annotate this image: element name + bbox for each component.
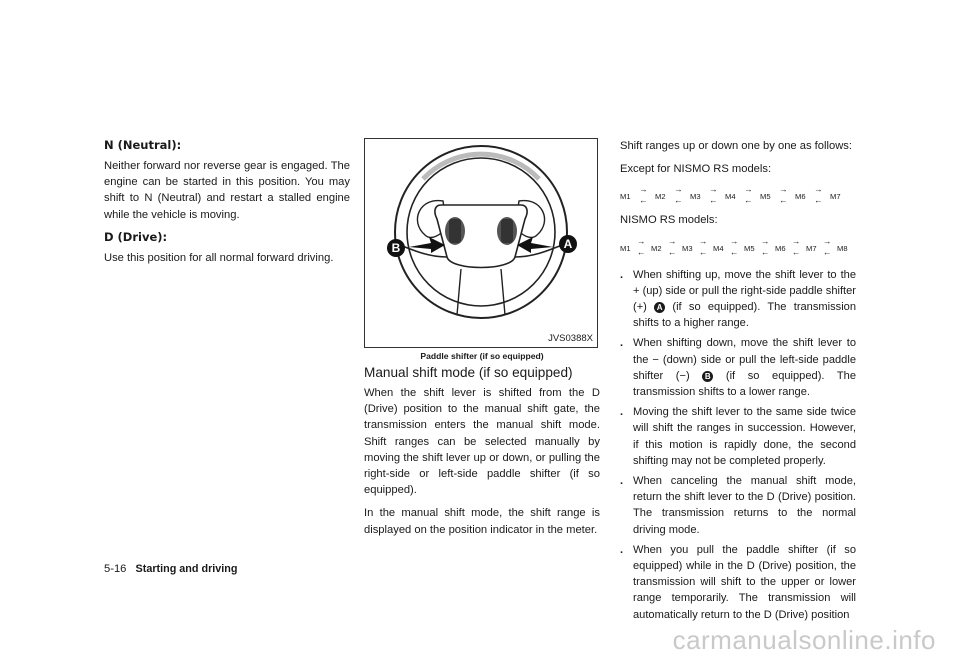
gear-label-m3: M3 xyxy=(682,243,693,253)
shift-up-arrow: → xyxy=(668,235,677,246)
gear-label-m8: M8 xyxy=(837,243,848,253)
list-item xyxy=(620,335,856,400)
gear-label-m2: M2 xyxy=(651,243,662,253)
except-label: Except for NISMO RS models: xyxy=(620,163,772,176)
shift-up-arrow: → xyxy=(814,184,823,195)
shift-down-arrow: ← xyxy=(823,246,832,257)
gear-label-m2: M2 xyxy=(655,192,666,202)
bullet-1-text-b: (if so equipped). The transmission shifts to a higher range. xyxy=(633,301,857,330)
paddle-shifter-figure xyxy=(364,138,598,348)
gear-label-m1: M1 xyxy=(620,243,631,253)
gear-label-m5: M5 xyxy=(744,243,755,253)
shift-down-arrow: ← xyxy=(699,246,708,257)
bullet-4-text: When canceling the manual shift mode, return the shift lever to the D (Drive) position. The transmission returns to the normal driving mode. xyxy=(633,475,856,536)
bullet: . xyxy=(620,268,624,281)
gear-label-m1: M1 xyxy=(620,192,631,202)
bullet-5-text: When you pull the paddle shifter (if so equipped) while in the D (Drive) position, the transmission will shift to the upper or lower range temporarily. The transmission will automatically return to the D (Drive) position xyxy=(633,543,856,621)
shift-down-arrow: ← xyxy=(779,195,788,206)
bullet-3-text: Moving the shift lever to the same side twice will shift the ranges in succession. However, if this motion is rapidly done, the second shifting may not be completed properly. xyxy=(633,406,856,467)
label-b-badge: B xyxy=(702,371,713,382)
label-a: A xyxy=(563,237,573,251)
bullet-2-text-a: When shifting down, move the shift lever to the − (down) side or pull the left-side paddle shifter (−) xyxy=(633,337,856,382)
shift-up-arrow: → xyxy=(779,184,788,195)
gear-label-m5: M5 xyxy=(760,192,771,202)
left-column xyxy=(104,138,350,273)
shift-down-arrow: ← xyxy=(744,195,753,206)
gear-sequence-standard xyxy=(620,181,856,205)
section-title: Manual shift mode (if so equipped) xyxy=(364,365,573,380)
gear-label-m4: M4 xyxy=(725,192,736,202)
figure-caption: Paddle shifter (if so equipped) xyxy=(420,351,544,361)
gear-label-m7: M7 xyxy=(830,192,841,202)
shift-up-arrow: → xyxy=(730,235,739,246)
list-item xyxy=(620,267,856,332)
shift-up-arrow: → xyxy=(674,184,683,195)
gear-label-m3: M3 xyxy=(690,192,701,202)
middle-column xyxy=(364,138,600,545)
gear-label-m4: M4 xyxy=(713,243,724,253)
shift-intro: Shift ranges up or down one by one as follows: xyxy=(620,140,852,152)
bullet-1-text-a: When shifting up, move the shift lever to the + (up) side or pull the right-side paddle shifter (+) xyxy=(633,268,856,314)
shift-down-arrow: ← xyxy=(668,246,677,257)
shift-up-arrow: → xyxy=(639,184,648,195)
shift-up-arrow: → xyxy=(761,235,770,246)
shift-up-arrow: → xyxy=(792,235,801,246)
drive-heading: D (Drive): xyxy=(104,229,168,244)
page-number: 5-16 xyxy=(104,563,127,575)
page-footer xyxy=(104,563,238,575)
shift-down-arrow: ← xyxy=(792,246,801,257)
shift-down-arrow: ← xyxy=(730,246,739,257)
drive-text: Use this position for all normal forward driving. xyxy=(104,251,334,264)
bullet-2-text-b: (if so equipped). The transmission shifts to a lower range. xyxy=(633,369,856,399)
shift-up-arrow: → xyxy=(699,235,708,246)
bullet: . xyxy=(620,543,624,556)
right-column xyxy=(620,138,856,627)
chapter-title: Starting and driving xyxy=(135,563,238,575)
gear-label-m7: M7 xyxy=(806,243,817,253)
watermark: carmanualsonline.info xyxy=(672,625,936,655)
gear-label-m6: M6 xyxy=(795,192,806,202)
shift-down-arrow: ← xyxy=(674,195,683,206)
bullet: . xyxy=(620,475,624,488)
shift-up-arrow: → xyxy=(637,235,646,246)
shift-down-arrow: ← xyxy=(814,195,823,206)
label-a-badge: A xyxy=(654,302,665,313)
steering-wheel-illustration xyxy=(365,139,597,347)
shift-down-arrow: ← xyxy=(761,246,770,257)
list-item xyxy=(620,542,856,623)
nismo-label: NISMO RS models: xyxy=(620,214,718,227)
gear-sequence-nismo xyxy=(620,233,856,257)
shift-up-arrow: → xyxy=(823,235,832,246)
neutral-text: Neither forward nor reverse gear is engaged. The engine can be started in this position. You may shift to N (Neutral) and restart a stalled engine while the vehicle is moving. xyxy=(104,160,350,221)
bullet: . xyxy=(620,406,624,419)
shift-down-arrow: ← xyxy=(639,195,648,206)
shift-up-arrow: → xyxy=(709,184,718,195)
shift-up-arrow: → xyxy=(744,184,753,195)
bullet: . xyxy=(620,337,624,350)
manual-mode-paragraph-1: When the shift lever is shifted from the D (Drive) position to the manual shift gate, the transmission enters the manual shift mode. Shift ranges can be selected manually by moving the shift lever up or down, or pulling the right-side or left-side paddle shifter (if so equipped). xyxy=(364,387,600,497)
figure-code: JVS0388X xyxy=(548,333,593,344)
shift-down-arrow: ← xyxy=(709,195,718,206)
neutral-heading: N (Neutral): xyxy=(104,138,182,152)
gear-label-m6: M6 xyxy=(775,243,786,253)
shift-notes-list xyxy=(620,267,856,623)
shift-down-arrow: ← xyxy=(637,246,646,257)
manual-mode-paragraph-2: In the manual shift mode, the shift range is displayed on the position indicator in the meter. xyxy=(364,507,600,536)
label-b: B xyxy=(391,241,401,255)
list-item xyxy=(620,404,856,469)
list-item xyxy=(620,473,856,538)
